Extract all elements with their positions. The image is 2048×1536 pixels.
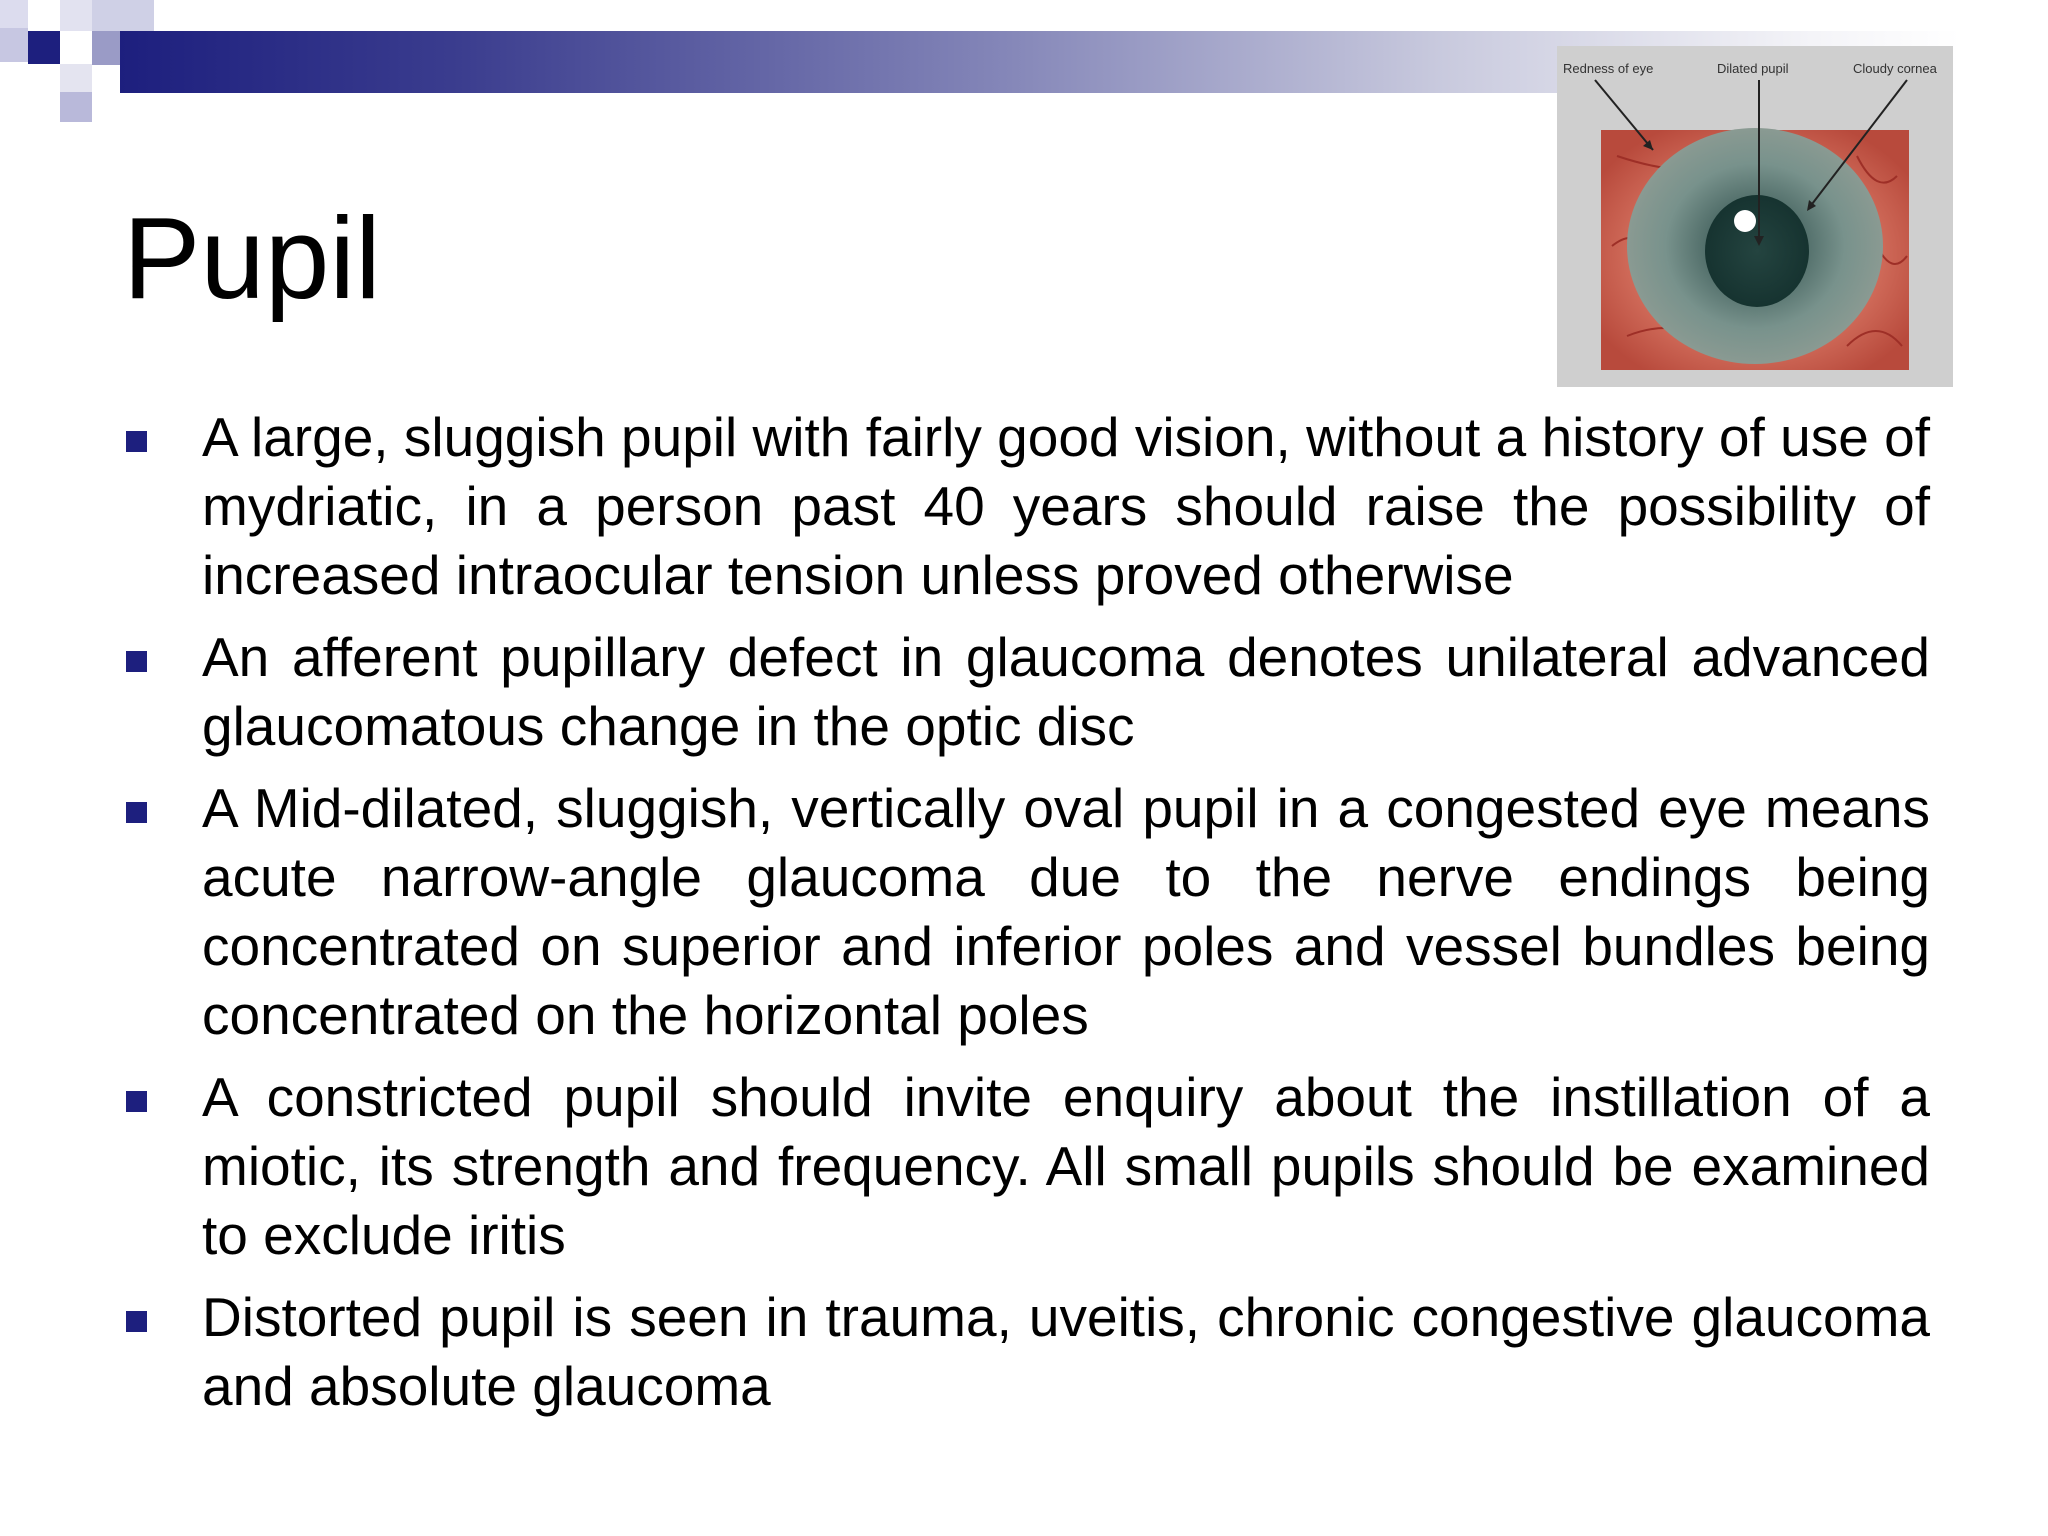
label-cloudy-cornea: Cloudy cornea — [1853, 61, 1937, 76]
bullet-item — [123, 1283, 1930, 1421]
label-dilated-pupil: Dilated pupil — [1717, 61, 1789, 76]
square-bullet-icon — [126, 1311, 147, 1332]
bullet-item — [123, 403, 1930, 610]
square-bullet-icon — [126, 1091, 147, 1112]
bullet-text: A Mid-dilated, sluggish, vertically oval pupil in a congested eye means acute narrow-angle glaucoma due to the nerve endings being concentrated on superior and inferior poles and vessel bundles being concentrated on the horizontal poles — [202, 777, 1930, 1046]
light-reflex — [1734, 210, 1756, 232]
eye-photo-figure — [1557, 46, 1953, 387]
decor-square — [0, 0, 28, 28]
square-bullet-icon — [126, 802, 147, 823]
bullet-item — [123, 1063, 1930, 1270]
square-bullet-icon — [126, 651, 147, 672]
bullet-text: A large, sluggish pupil with fairly good vision, without a history of use of mydriatic, in a person past 40 years should raise the possibility of increased intraocular tension unless proved otherwise — [202, 406, 1930, 606]
bullet-text: A constricted pupil should invite enquiry about the instillation of a miotic, its strength and frequency. All small pupils should be examined to exclude iritis — [202, 1066, 1930, 1266]
square-bullet-icon — [126, 431, 147, 452]
decor-square — [60, 92, 92, 122]
bullet-item — [123, 774, 1930, 1050]
bullet-text: Distorted pupil is seen in trauma, uveitis, chronic congestive glaucoma and absolute glaucoma — [202, 1286, 1930, 1417]
decor-square — [60, 0, 92, 31]
label-redness: Redness of eye — [1563, 61, 1654, 76]
decor-square — [0, 28, 28, 62]
bullet-text: An afferent pupillary defect in glaucoma denotes unilateral advanced glaucomatous change in the optic disc — [202, 626, 1930, 757]
bullet-list — [123, 403, 1930, 1434]
pupil — [1705, 195, 1809, 307]
decor-square — [28, 31, 60, 64]
bullet-item — [123, 623, 1930, 761]
eye-illustration — [1557, 46, 1953, 387]
slide-title: Pupil — [123, 193, 381, 323]
decor-square — [92, 0, 154, 31]
